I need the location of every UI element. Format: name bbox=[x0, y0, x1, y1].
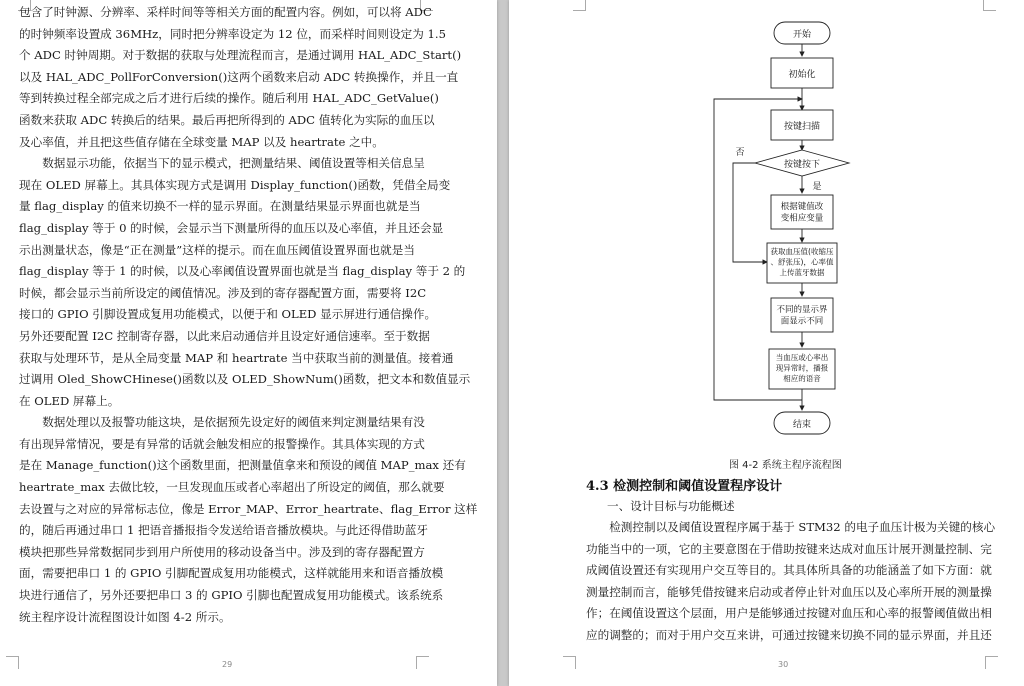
flowchart-text-line: 变相应变量 bbox=[780, 213, 824, 224]
page-number-left: 29 bbox=[222, 660, 233, 669]
left-page bbox=[0, 0, 497, 686]
flowchart-text-line: 获取血压值(收缩压 bbox=[770, 247, 834, 256]
connector-no-branch bbox=[733, 163, 767, 262]
text-line: 时候，都会显示当前所设定的阈值情况。涉及到的寄存器配置方面，需要将 I2C bbox=[19, 285, 427, 300]
text-line: 函数来获取 ADC 转换后的结果。最后再把所得到的 ADC 值转化为实际的血压以 bbox=[19, 112, 435, 127]
start-label: 开始 bbox=[792, 30, 812, 40]
text-line: flag_display 等于 0 的时候，会显示当下测量所得的血压以及心率值，并且还会显 bbox=[19, 220, 444, 235]
corner-mark bbox=[985, 656, 998, 669]
text-line: 是在 Manage_function()这个函数里面，把测量值拿来和预设的阈值 MAP_max 还有 bbox=[19, 458, 466, 473]
text-line: 在 OLED 屏幕上。 bbox=[19, 393, 120, 408]
text-line: 数据显示功能，依据当下的显示模式，把测量结果、阈值设置等相关信息呈 bbox=[19, 156, 425, 171]
text-line: 面，需要把串口 1 的 GPIO 引脚配置成复用功能模式，这样就能用来和语音播放模 bbox=[19, 566, 444, 581]
section-heading: 4.3 检测控制和阈值设置程序设计 bbox=[586, 479, 783, 494]
flowchart-text-line: 不同的显示界 bbox=[776, 305, 828, 315]
acquire-label bbox=[771, 246, 834, 277]
text-line: 模块把那些异常数据同步到用户所使用的移动设备当中。涉及到的寄存器配置方 bbox=[19, 544, 425, 559]
text-line: 量 flag_display 的值来切换不一样的显示界面。在测量结果显示界面也就是当 bbox=[19, 199, 421, 214]
flowchart-text-line: 、舒张压)，心率值 bbox=[770, 257, 834, 267]
page-number-right: 30 bbox=[778, 660, 789, 669]
flowchart-text-line: 当血压或心率出 bbox=[775, 353, 829, 362]
scan-label: 按键扫描 bbox=[783, 122, 821, 132]
text-line: 测量控制而言，能够凭借按键来启动或者停止针对血压以及心率所开展的测量操 bbox=[586, 584, 992, 599]
text-line: 另外还要配置 I2C 控制寄存器，以此来启动通信并且设定好通信速率。至于数据 bbox=[19, 328, 430, 343]
right-page bbox=[509, 0, 1024, 686]
text-line: 现在 OLED 屏幕上。其具体实现方式是调用 Display_function()函数，凭借全局变 bbox=[19, 177, 451, 192]
display-box bbox=[771, 298, 833, 332]
figure-caption: 图 4-2 系统主程序流程图 bbox=[729, 460, 842, 471]
flowchart-text-line: 上传蓝牙数据 bbox=[779, 268, 825, 277]
init-label: 初始化 bbox=[788, 70, 816, 80]
sub-heading: 一、设计目标与功能概述 bbox=[607, 499, 735, 513]
no-label: 否 bbox=[735, 148, 745, 158]
text-line: 及心率值，并且把这些值存储在全球变量 MAP 以及 heartrate 之中。 bbox=[19, 134, 384, 149]
text-line: 应的调整的；而对于用户交互来讲，可通过按键来切换不同的显示界面，并且还 bbox=[586, 627, 992, 642]
text-line: 的时钟频率设置成 36MHz，同时把分辨率设定为 12 位，而采样时间则设定为 1.5 bbox=[19, 26, 446, 41]
text-line: heartrate_max 去做比较，一旦发现血压或者心率超出了所设定的阈值，那么就要 bbox=[19, 480, 445, 495]
text-line: 过调用 Oled_ShowCHinese()函数以及 OLED_ShowNum()函数，把文本和数值显示 bbox=[19, 372, 471, 387]
text-line: 块进行通信了，另外还要把串口 3 的 GPIO 引脚也配置成复用功能模式。该系统系 bbox=[19, 588, 444, 603]
text-line: 作；在阈值设置这个层面，用户是能够通过按键对血压和心率的报警阈值做出相 bbox=[586, 606, 992, 621]
yes-label: 是 bbox=[812, 182, 822, 192]
text-line: 等到转换过程全部完成之后才进行后续的操作。随后利用 HAL_ADC_GetValue() bbox=[19, 91, 439, 106]
text-line: 的，随后再通过串口 1 把语音播报指令发送给语音播放模块。与此还得借助蓝牙 bbox=[19, 523, 428, 538]
corner-mark bbox=[416, 656, 429, 669]
system-main-flowchart bbox=[509, 0, 1024, 460]
text-line: 去设置与之对应的异常标志位，像是 Error_MAP、Error_heartrate、flag_Error 这样 bbox=[19, 501, 478, 516]
text-line: 个 ADC 时钟周期。对于数据的获取与处理流程而言，是通过调用 HAL_ADC_Start() bbox=[19, 48, 462, 63]
right-body-text bbox=[586, 517, 996, 647]
text-line: 数据处理以及报警功能这块，是依据预先设定好的阈值来判定测量结果有没 bbox=[19, 415, 425, 430]
flowchart-text-line: 面显示不同 bbox=[780, 316, 824, 327]
flowchart-text-line: 相应的语音 bbox=[783, 374, 821, 383]
text-line: 功能当中的一项，它的主要意图在于借助按键来达成对血压计展开测量控制、完 bbox=[586, 541, 992, 556]
end-label: 结束 bbox=[792, 420, 812, 430]
decision-label: 按键按下 bbox=[783, 160, 821, 170]
adjust-box bbox=[771, 195, 833, 229]
flowchart-text-line: 根据键值改 bbox=[780, 202, 824, 212]
text-line: 示出测量状态，像是“正在测量”这样的提示。而在血压阈值设置界面也就是当 bbox=[19, 242, 415, 257]
corner-mark bbox=[563, 656, 576, 669]
text-line: 有出现异常情况，要是有异常的话就会触发相应的报警操作。其具体实现的方式 bbox=[19, 436, 425, 451]
corner-mark bbox=[6, 656, 19, 669]
text-line: 以及 HAL_ADC_PollForConversion()这两个函数来启动 ADC 转换操作，并且一直 bbox=[19, 69, 459, 84]
text-line: 统主程序设计流程图设计如图 4-2 所示。 bbox=[19, 609, 231, 624]
left-body-text bbox=[19, 2, 478, 628]
text-line: 包含了时钟源、分辨率、采样时间等等相关方面的配置内容。例如，可以将 ADC bbox=[19, 5, 432, 19]
text-line: flag_display 等于 1 的时候，以及心率阈值设置界面也就是当 flag_display 等于 2 的 bbox=[19, 264, 466, 279]
text-line: 成阈值设置还有实现用户交互等目的。其具体所具备的功能涵盖了如下方面：就 bbox=[586, 563, 992, 578]
text-line: 接口的 GPIO 引脚设置成复用功能模式，以便于和 OLED 显示屏进行通信操作。 bbox=[19, 307, 437, 322]
text-line: 获取与处理环节，是从全局变量 MAP 和 heartrate 当中获取当前的测量值。接着通 bbox=[19, 350, 454, 365]
text-line: 检测控制以及阈值设置程序属于基于 STM32 的电子血压计极为关键的核心 bbox=[586, 520, 996, 534]
flowchart-text-line: 现异常时，播报 bbox=[775, 363, 829, 373]
